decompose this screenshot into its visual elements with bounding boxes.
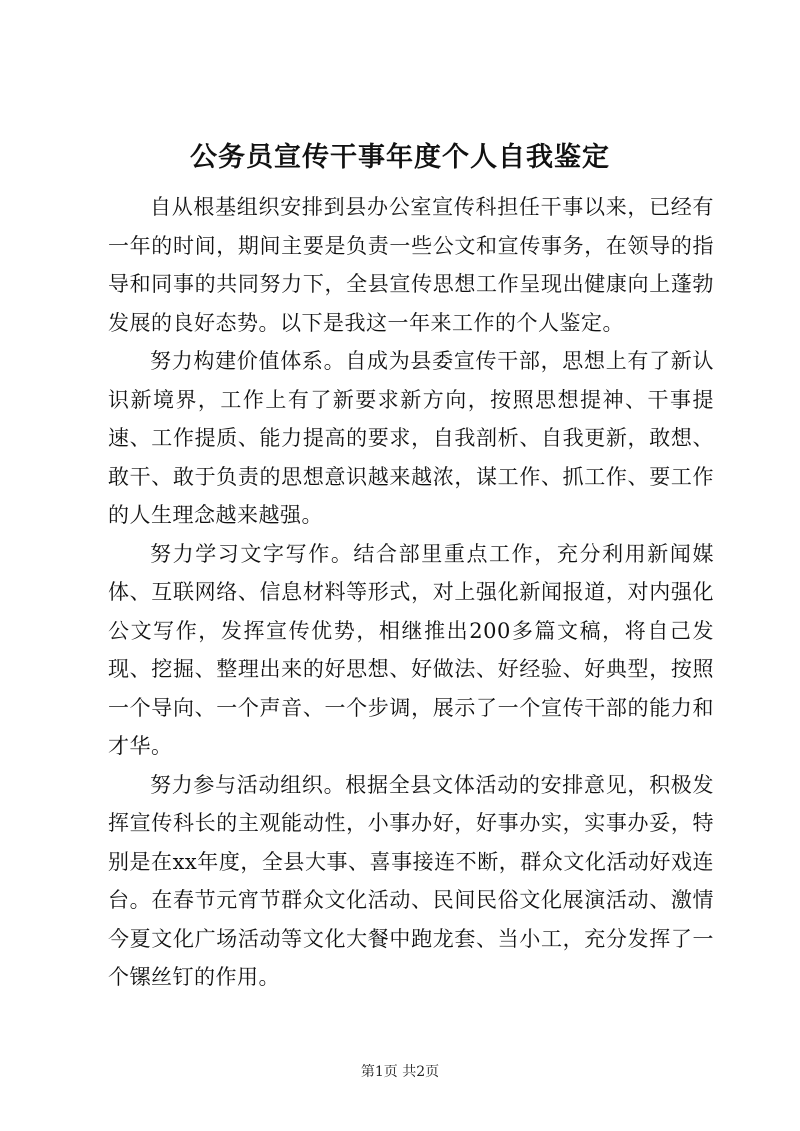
paragraph-activities: 努力参与活动组织。根据全县文体活动的安排意见，积极发挥宣传科长的主观能动性，小事办好，好事办实，实事办妥，特别是在xx年度，全县大事、喜事接连不断，群众文化活动好戏连台。在春节元宵节群众文化活动、民间民俗文化展演活动、激情今夏文化广场活动等文化大餐中跑龙套、当小工，充分发挥了一个镙丝钉的作用。 [108, 772, 714, 989]
document-body [108, 188, 714, 997]
document-title: 公务员宣传干事年度个人自我鉴定 [190, 142, 610, 173]
paragraph-intro: 自从根基组织安排到县办公室宣传科担任干事以来，已经有一年的时间，期间主要是负责一些公文和宣传事务，在领导的指导和同事的共同努力下，全县宣传思想工作呈现出健康向上蓬勃发展的良好态势。以下是我这一年来工作的个人鉴定。 [108, 195, 714, 335]
page-footer: 第1页 共2页 [360, 1064, 440, 1080]
paragraph-writing: 努力学习文字写作。结合部里重点工作，充分利用新闻媒体、互联网络、信息材料等形式，对上强化新闻报道，对内强化公文写作，发挥宣传优势，相继推出200多篇文稿，将自己发现、挖掘、整理出来的好思想、好做法、好经验、好典型，按照一个导向、一个声音、一个步调，展示了一个宣传干部的能力和才华。 [108, 541, 714, 758]
paragraph-values: 努力构建价值体系。自成为县委宣传干部，思想上有了新认识新境界，工作上有了新要求新方向，按照思想提神、干事提速、工作提质、能力提高的要求，自我剖析、自我更新，敢想、敢干、敢于负责的思想意识越来越浓，谋工作、抓工作、要工作的人生理念越来越强。 [108, 349, 714, 527]
